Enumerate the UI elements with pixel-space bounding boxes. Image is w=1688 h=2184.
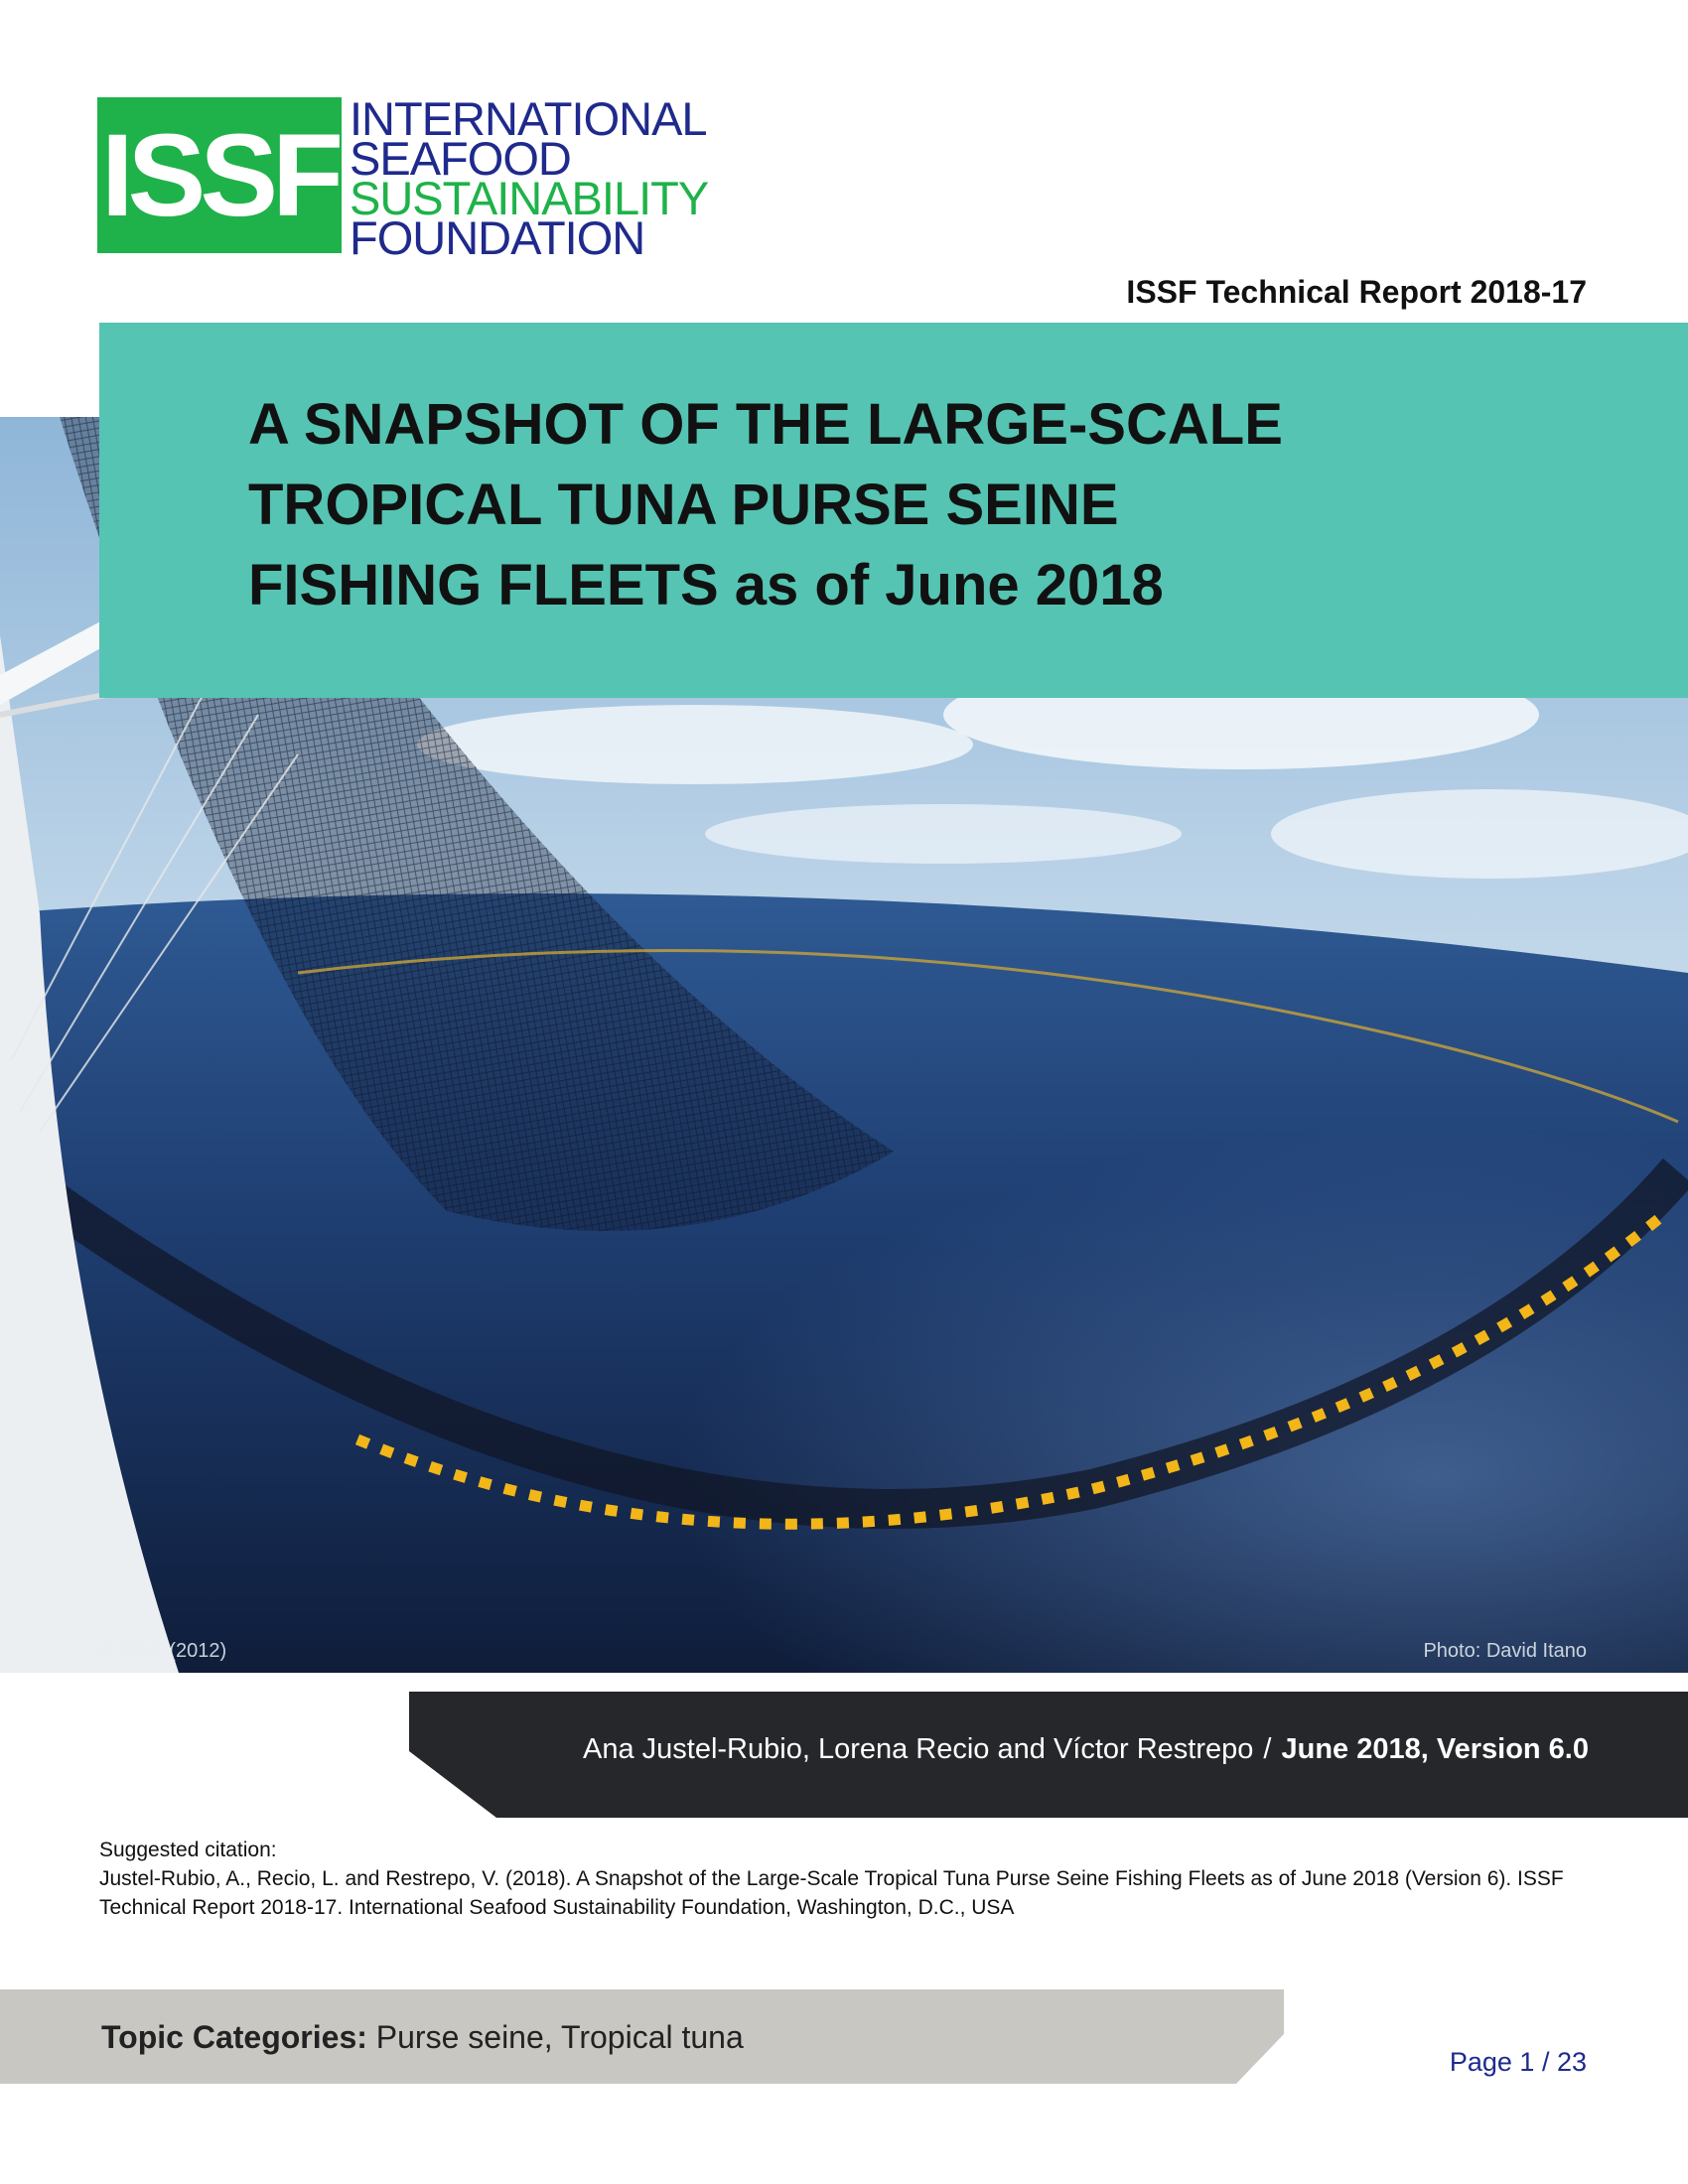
logo-line-seafood: SEAFOOD	[350, 132, 571, 185]
authors-line	[583, 1733, 1589, 1766]
authors-bar	[409, 1692, 1688, 1818]
author-names: Ana Justel-Rubio, Lorena Recio and Víctor Restrepo	[582, 1733, 1254, 1765]
citation-heading: Suggested citation:	[99, 1839, 277, 1861]
report-title	[248, 384, 1589, 625]
title-line-2: TROPICAL TUNA PURSE SEINE	[248, 473, 1119, 537]
logo-line-international: INTERNATIONAL	[350, 92, 707, 145]
title-banner	[99, 323, 1688, 698]
photo-credit: Photo: David Itano	[1423, 1640, 1587, 1662]
logo-wordmark	[350, 92, 709, 264]
topic-value: Purse seine, Tropical tuna	[375, 2019, 744, 2055]
topic-label: Topic Categories:	[101, 2019, 367, 2055]
topic-categories-bar	[0, 1989, 1284, 2084]
title-line-3: FISHING FLEETS as of June 2018	[248, 553, 1164, 617]
logo-line-sustainability: SUSTAINABILITY	[350, 172, 709, 224]
date-version: June 2018, Version 6.0	[1281, 1733, 1589, 1765]
report-id: ISSF Technical Report 2018-17	[1126, 274, 1587, 310]
topic-categories	[101, 2019, 744, 2056]
logo-mark: ISSF	[97, 97, 342, 253]
authors-separator: /	[1263, 1733, 1272, 1765]
logo-line-foundation: FOUNDATION	[350, 211, 645, 264]
page-number: Page 1 / 23	[1449, 2047, 1587, 2077]
suggested-citation	[99, 1836, 1589, 1922]
photo-copyright: © ISSF (2012)	[99, 1640, 227, 1662]
citation-text: Justel-Rubio, A., Recio, L. and Restrepo, V. (2018). A Snapshot of the Large-Scale Tropical Tuna Purse Seine Fishing Fleets as of June 2018 (Version 6). ISSF Technical Report 2018-17. International Seafood Sustainability Foundation, Washington, D.C., USA	[99, 1867, 1564, 1919]
issf-logo	[97, 92, 709, 264]
title-line-1: A SNAPSHOT OF THE LARGE-SCALE	[248, 392, 1283, 457]
